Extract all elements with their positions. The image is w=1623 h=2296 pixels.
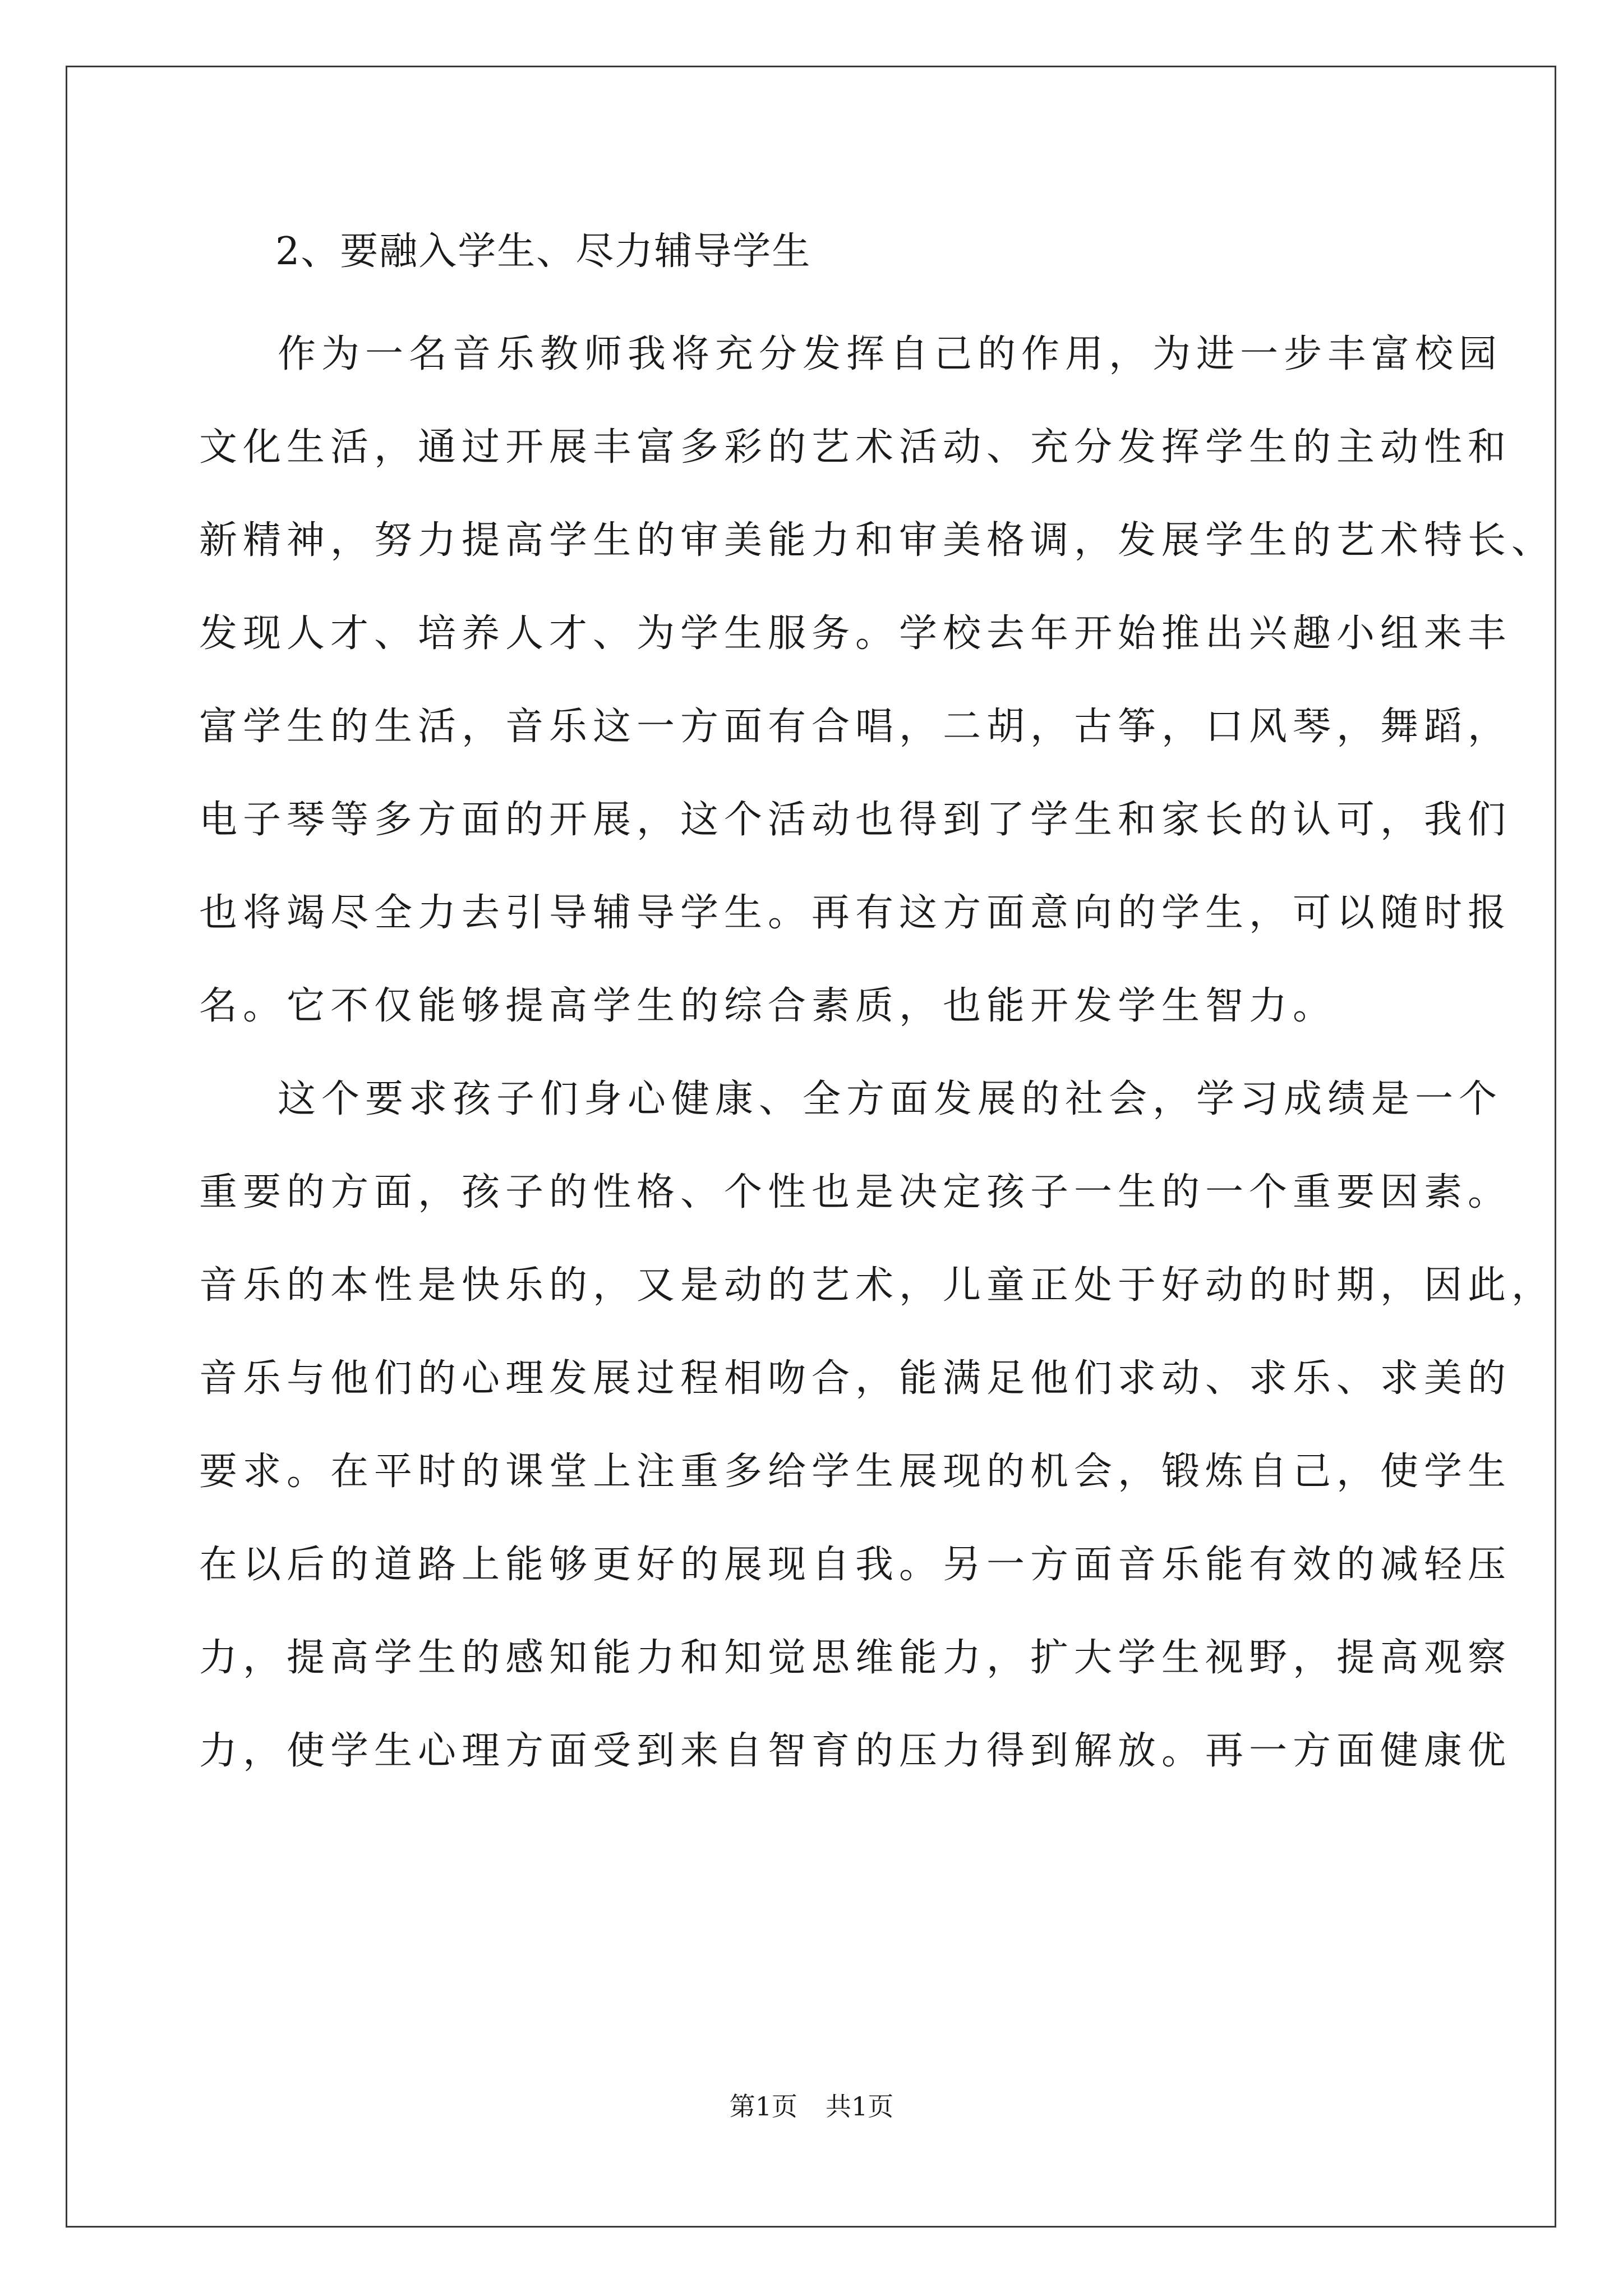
paragraph-line: 富学生的生活，音乐这一方面有合唱，二胡，古筝，口风琴，舞蹈， <box>199 705 1512 749</box>
section-heading: 2、要融入学生、尽力辅导学生 <box>275 229 811 274</box>
paragraph-1 <box>199 308 1556 1053</box>
paragraph-line: 这个要求孩子们身心健康、全方面发展的社会，学习成绩是一个 <box>278 1077 1503 1121</box>
paragraph-line: 电子琴等多方面的开展，这个活动也得到了学生和家长的认可，我们 <box>199 798 1512 842</box>
page-number-current: 第1页 <box>729 2091 797 2122</box>
page-footer <box>0 2090 1623 2123</box>
document-body <box>199 216 1556 1798</box>
paragraph-line: 名。它不仅能够提高学生的综合素质，也能开发学生智力。 <box>199 984 1337 1028</box>
paragraph-line: 要求。在平时的课堂上注重多给学生展现的机会，锻炼自己，使学生 <box>199 1450 1512 1494</box>
paragraph-line: 文化生活，通过开展丰富多彩的艺术活动、充分发挥学生的主动性和 <box>199 425 1512 470</box>
paragraph-line: 也将竭尽全力去引导辅导学生。再有这方面意向的学生，可以随时报 <box>199 891 1512 935</box>
paragraph-line: 重要的方面，孩子的性格、个性也是决定孩子一生的一个重要因素。 <box>199 1170 1512 1214</box>
paragraph-line: 发现人才、培养人才、为学生服务。学校去年开始推出兴趣小组来丰 <box>199 611 1512 656</box>
page-number-total: 共1页 <box>826 2091 894 2122</box>
paragraph-2 <box>199 1053 1556 1798</box>
paragraph-line: 新精神，努力提高学生的审美能力和审美格调，发展学生的艺术特长、 <box>199 518 1556 563</box>
paragraph-line: 音乐的本性是快乐的，又是动的艺术，儿童正处于好动的时期，因此， <box>199 1263 1556 1308</box>
paragraph-line: 作为一名音乐教师我将充分发挥自己的作用，为进一步丰富校园 <box>278 332 1503 376</box>
paragraph-line: 力，提高学生的感知能力和知觉思维能力，扩大学生视野，提高观察 <box>199 1636 1512 1680</box>
paragraph-line: 在以后的道路上能够更好的展现自我。另一方面音乐能有效的减轻压 <box>199 1543 1512 1587</box>
paragraph-line: 音乐与他们的心理发展过程相吻合，能满足他们求动、求乐、求美的 <box>199 1356 1512 1401</box>
paragraph-line: 力，使学生心理方面受到来自智育的压力得到解放。再一方面健康优 <box>199 1729 1512 1773</box>
